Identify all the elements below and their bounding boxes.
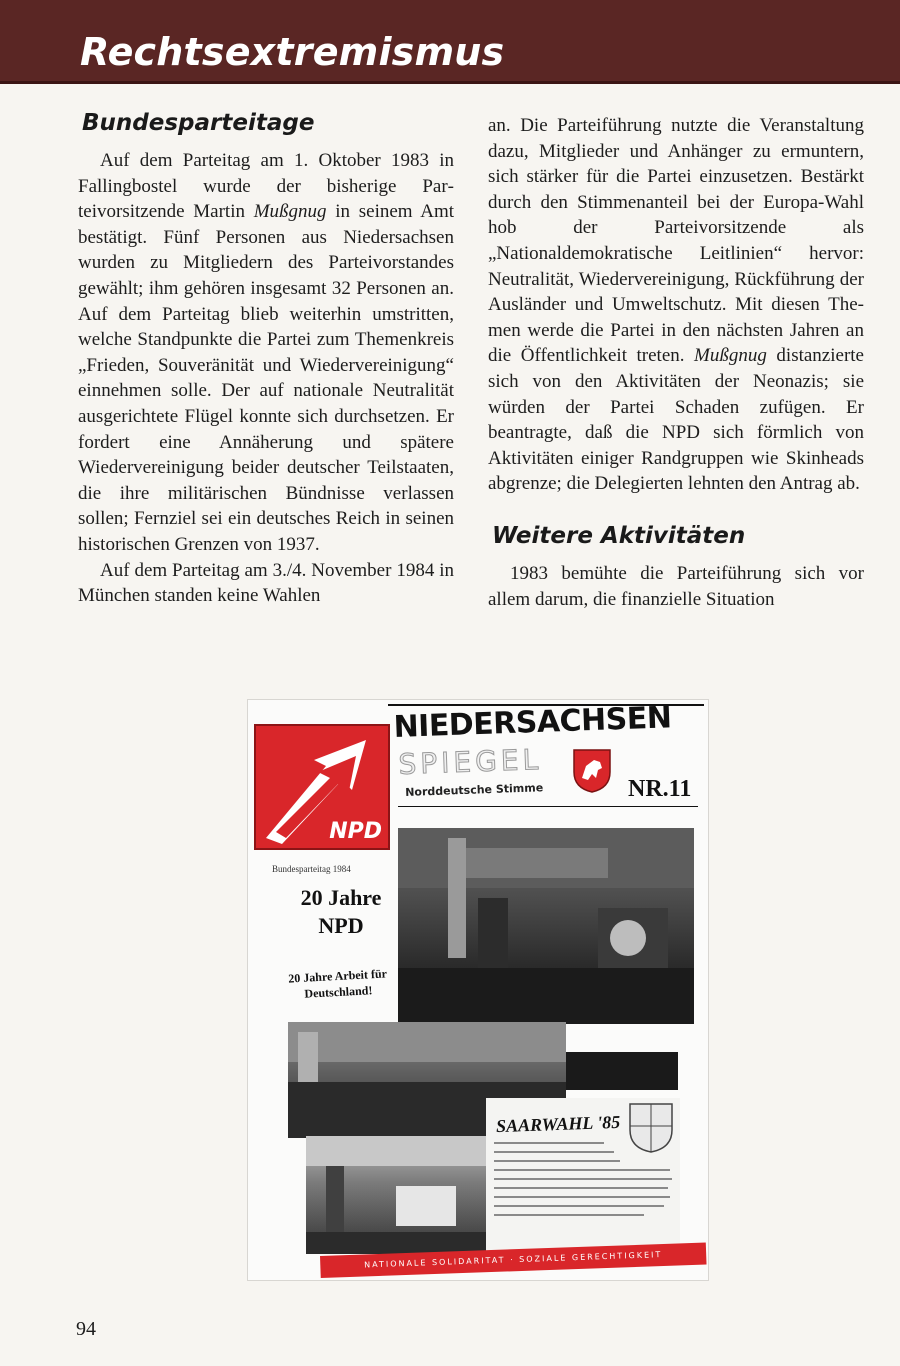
masthead-underline bbox=[398, 806, 698, 807]
paragraph bbox=[78, 148, 454, 558]
issue-number: NR.11 bbox=[628, 776, 692, 802]
headline-line: NPD bbox=[318, 913, 364, 938]
saarwahl-title: SAARWAHL '85 bbox=[495, 1111, 621, 1137]
headline-line: Deutschland! bbox=[304, 983, 373, 1001]
section-banner bbox=[0, 0, 900, 84]
headline-line: 20 Jahre bbox=[300, 885, 382, 910]
heading-bundesparteitage: Bundesparteitage bbox=[82, 110, 315, 136]
text-line bbox=[494, 1187, 668, 1189]
person-name: Mußgnug bbox=[253, 201, 327, 223]
section-title: Rechtsextremismus bbox=[80, 30, 505, 74]
text-line bbox=[494, 1214, 644, 1216]
text-line bbox=[494, 1205, 664, 1207]
headline-big bbox=[286, 884, 396, 940]
photo-info-stand bbox=[306, 1136, 486, 1254]
paragraph: 1983 bemühte die Parteiführung sich vor allem darum, die finanzielle Situation bbox=[488, 562, 864, 610]
masthead-title: NIEDERSACHSEN bbox=[393, 700, 672, 745]
masthead-subtitle: Norddeutsche Stimme bbox=[405, 781, 544, 799]
npd-logo bbox=[254, 724, 390, 850]
photo-scene-icon bbox=[306, 1136, 486, 1254]
headline-line: 20 Jahre Arbeit für bbox=[287, 966, 388, 986]
text-line bbox=[494, 1151, 614, 1153]
heading-weitere-aktivitaeten: Weitere Aktivitäten bbox=[492, 522, 746, 549]
text-run: in seinem Amt bestätigt. Fünf Personen aus Niedersachsen wurden zu Mitgliedern des Parteivorstandes gewählt; ihm gehören insgesamt 32 Personen an. Auf dem Parteitag blieb weiterhin umstritten, welche Standpunkte die Partei zum Themenkreis „Frieden, Souveränität und Wiedervereinigung“ einnehmen solle. Der auf nationale Neutralität ausgerichtete Flügel konnte sich durchsetzen. Er fordert eine Annäherung und spätere Wiedervereinigung beider deutscher Teilstaaten, die ihre militärischen Bündnisse verlassen sollen; Fernziel sei ein deutsches Reich in seinen historischen Grenzen von 1937. bbox=[78, 201, 455, 555]
logo-text: NPD bbox=[329, 819, 382, 844]
left-column bbox=[78, 108, 454, 609]
text-run: Auf dem Parteitag am 1. Oktober 1983 in Fallingbostel wurde der bisherige Parteivorsitzende Martin bbox=[78, 150, 454, 223]
right-column bbox=[488, 113, 864, 612]
person-name: Mußgnug bbox=[694, 345, 767, 367]
horse-shield-icon bbox=[572, 748, 612, 794]
photo-caption-box bbox=[566, 1052, 678, 1090]
masthead-spiegel: SPIEGEL bbox=[398, 742, 543, 781]
newspaper-figure bbox=[248, 700, 708, 1280]
text-run: an. Die Parteiführung nutzte die Veranstaltung dazu, Mitglieder und Anhänger zu ermuntern, sich stärker für die Partei einzusetzen. Bestärkt durch den Stimmenanteil bei der Europa-Wahl hob der Parteivorsitzende als „Nationaldemokratische Leitlinien“ hervor: Neutralität, Wiedervereinigung, Rückführung der Ausländer und Umweltschutz. Mit diesen Themen werde die Partei in den nächsten Jahren an die Öffentlichkeit treten. bbox=[488, 115, 864, 367]
paragraph bbox=[488, 113, 864, 497]
photo-podium bbox=[398, 828, 694, 1024]
page-number: 94 bbox=[76, 1318, 96, 1340]
headline-mid bbox=[277, 965, 399, 1003]
text-line bbox=[494, 1178, 672, 1180]
text-line bbox=[494, 1142, 604, 1144]
saarwahl-article bbox=[486, 1098, 680, 1258]
paragraph: Auf dem Parteitag am 3./4. November 1984 in München standen keine Wahlen bbox=[78, 559, 454, 607]
text-line bbox=[494, 1160, 620, 1162]
text-line bbox=[494, 1169, 670, 1171]
saarwahl-body bbox=[494, 1142, 674, 1223]
newspaper-footer-band: NATIONALE SOLIDARITAT · SOZIALE GERECHTIGKEIT bbox=[320, 1243, 707, 1278]
text-line bbox=[494, 1196, 670, 1198]
photo-scene-icon bbox=[398, 828, 694, 1024]
small-label: Bundesparteitag 1984 bbox=[272, 864, 351, 874]
text-run: distanzierte sich von den Aktivitäten der Neonazis; sie würden der Partei Schaden zufügen. Er beantragte, daß die NPD sich förmlich von Aktivitäten einiger Randgruppen wie Skinheads abgrenze; die Delegierten lehnten den Antrag ab. bbox=[488, 345, 864, 495]
